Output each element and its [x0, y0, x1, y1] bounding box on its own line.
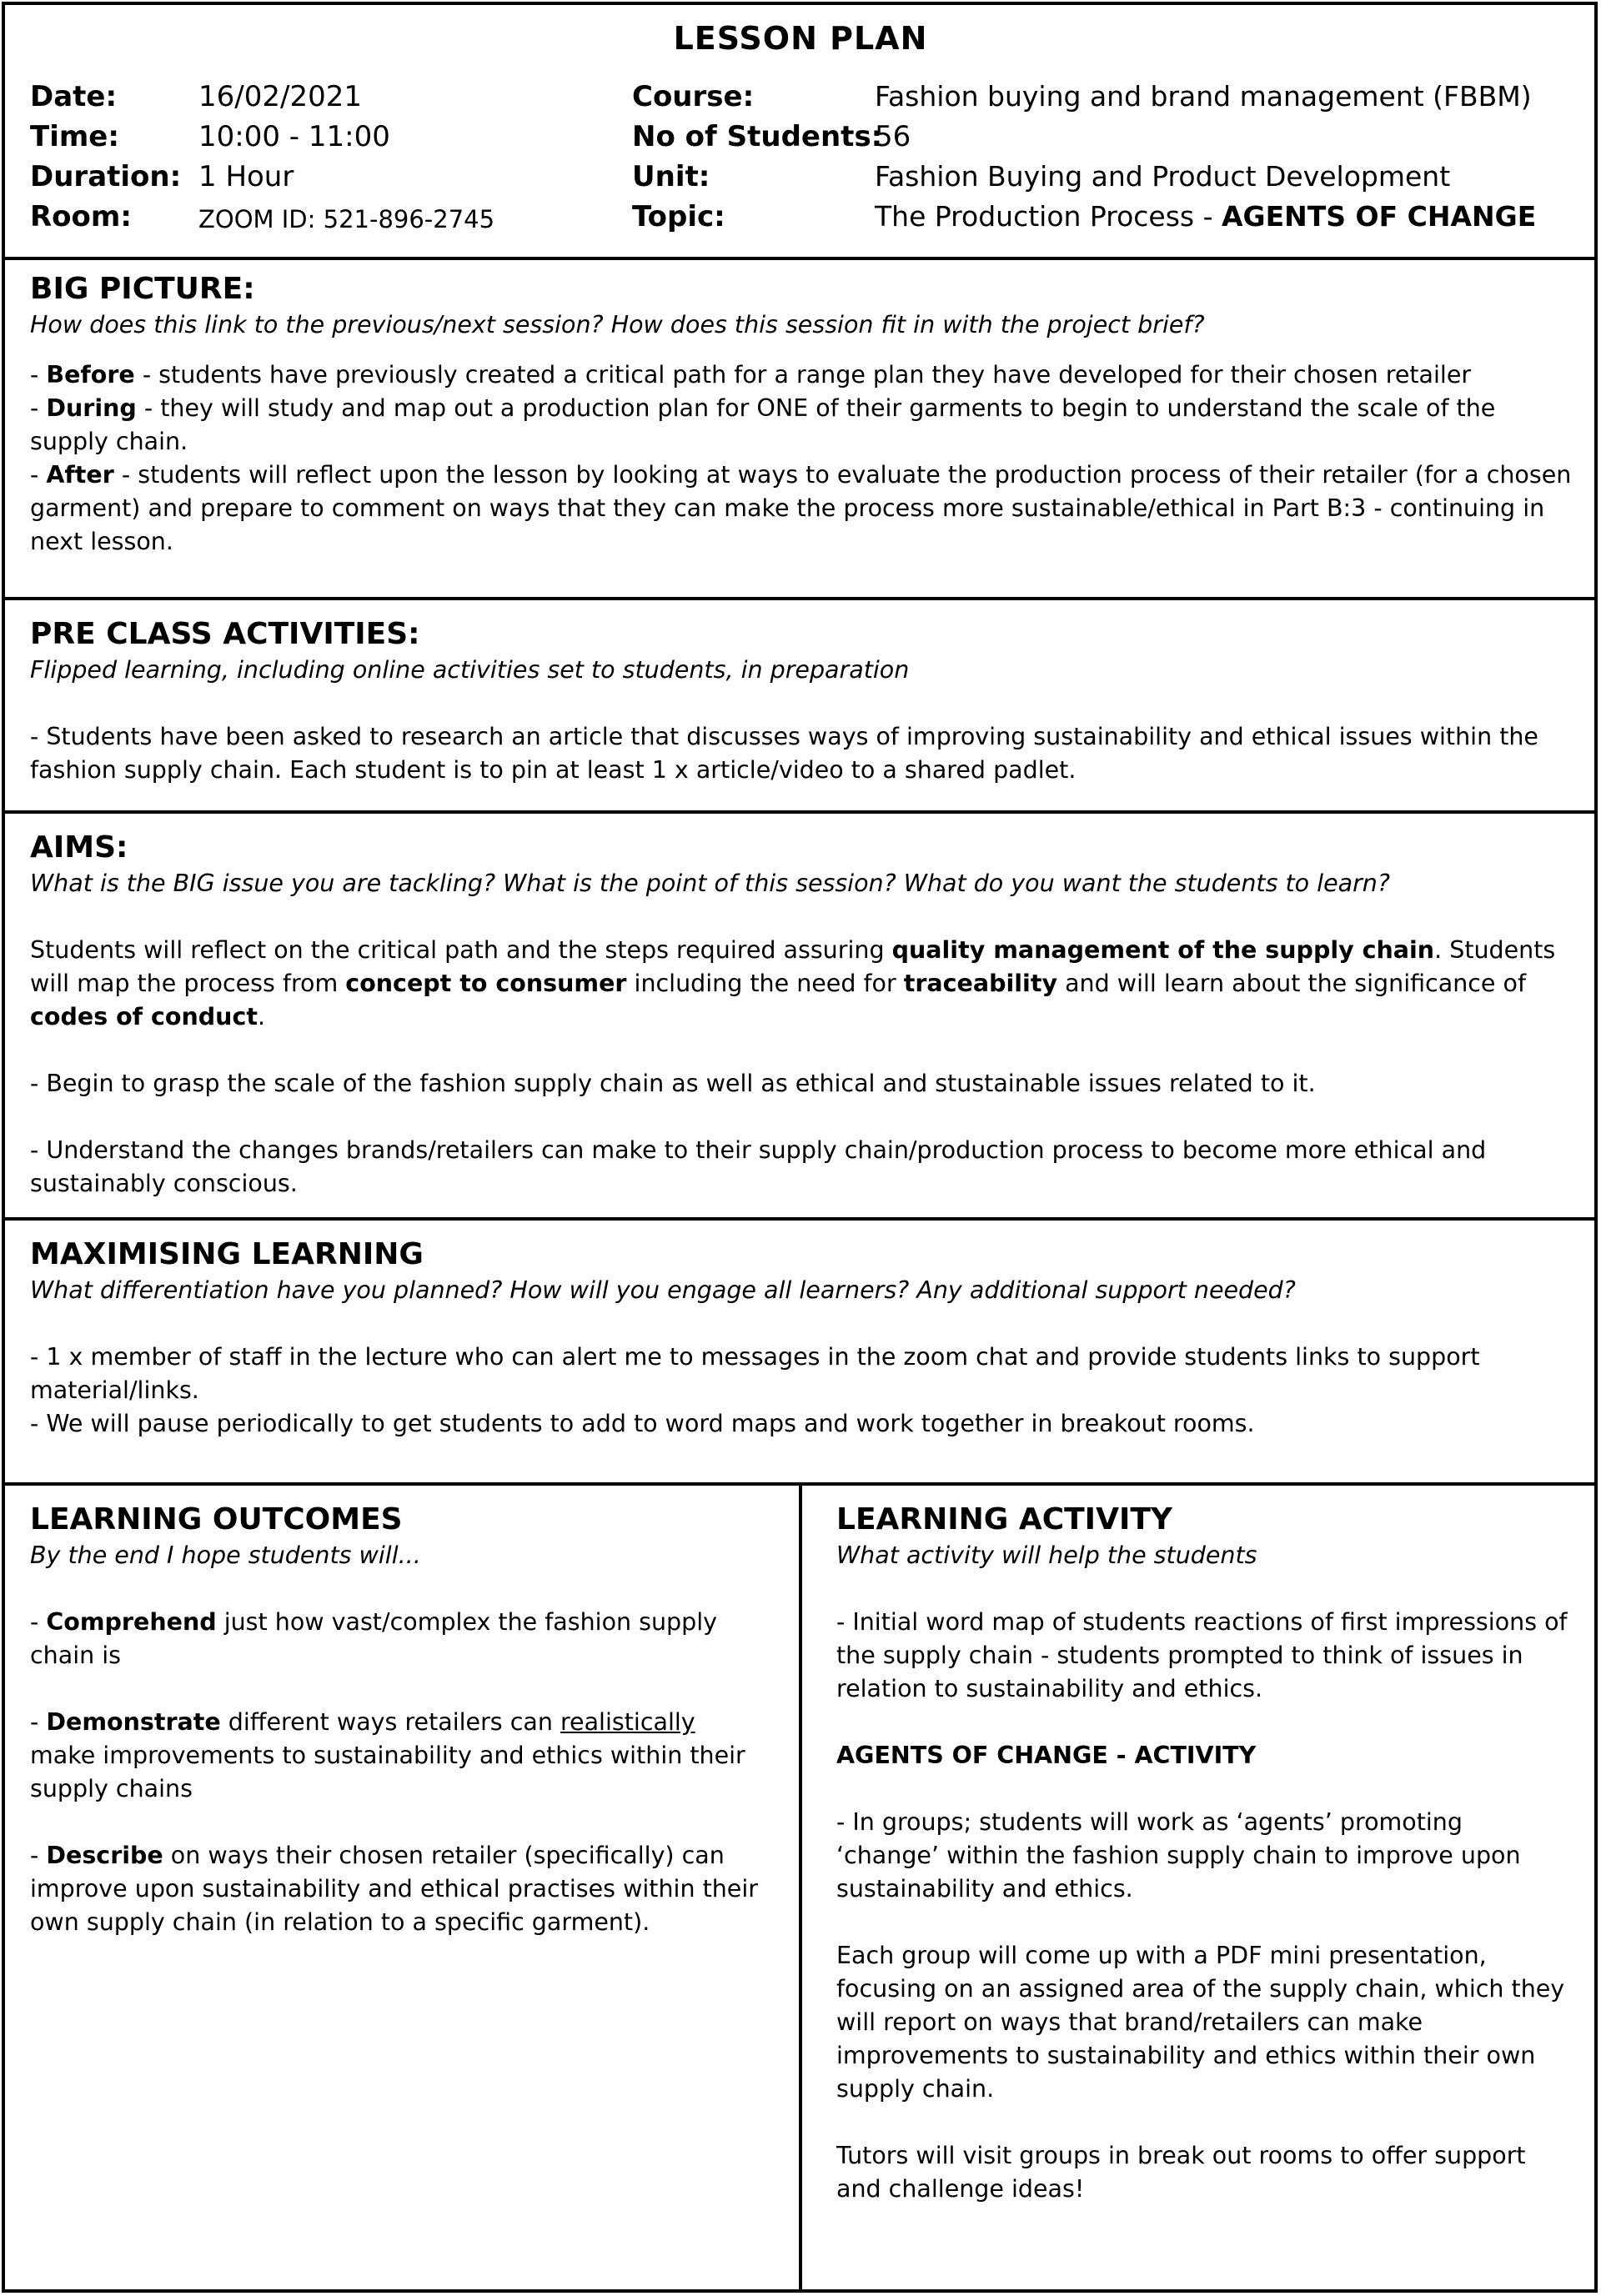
unit-value: Fashion Buying and Product Development: [875, 160, 1451, 193]
topic-value: [875, 200, 1536, 233]
aims-text: Students will reflect on the critical path and the steps required assuring: [30, 936, 892, 964]
divider-pre-class: [2, 810, 1598, 814]
room-label: Room:: [30, 200, 132, 233]
after-prefix: -: [30, 461, 47, 489]
students-label: No of Students:: [632, 120, 883, 153]
during-item: [30, 392, 1573, 459]
aims-text: .: [257, 1003, 266, 1030]
activity-section: [836, 1501, 1570, 2206]
date-label: Date:: [30, 80, 118, 113]
outcome-text: make improvements to sustainability and ethics within their supply chains: [30, 1742, 745, 1802]
before-item: [30, 358, 1573, 392]
maximising-section: [30, 1236, 1573, 1441]
activity-paragraph: - Initial word map of students reactions of first impressions of the supply chain - students prompted to think of issues in relation to sustainability and ethics.: [836, 1608, 1568, 1702]
aims-subtitle: What is the BIG issue you are tackling? What is the point of this session? What do you want the students to learn?: [30, 870, 1390, 897]
aims-paragraph: [30, 934, 1573, 1034]
aims-text: . Students will map the process from: [30, 936, 1556, 997]
time-label: Time:: [30, 120, 119, 153]
topic-bold-text: AGENTS OF CHANGE: [1222, 200, 1537, 233]
aims-title: AIMS:: [30, 830, 128, 865]
outcome-text: just how vast/complex the fashion supply chain is: [30, 1608, 718, 1669]
pre-class-text: - Students have been asked to research an article that discusses ways of improving sustainability and ethical issues within the fashion supply chain. Each student is to pin at least 1 x article/video to a shared padlet.: [30, 723, 1538, 784]
outcome-prefix: -: [30, 1842, 47, 1869]
maximising-subtitle: What differentiation have you planned? How will you engage all learners? Any additional support needed?: [30, 1276, 1296, 1304]
aims-text: and will learn about the significance of: [1057, 970, 1526, 997]
outcome-verb: Demonstrate: [46, 1708, 221, 1736]
pre-class-subtitle: Flipped learning, including online activities set to students, in preparation: [30, 656, 910, 684]
time-value: 10:00 - 11:00: [198, 120, 390, 153]
outcome-underlined-text: realistically: [560, 1708, 695, 1736]
date-value: 16/02/2021: [198, 80, 362, 113]
course-value: Fashion buying and brand management (FBBM): [875, 80, 1532, 113]
page-title: LESSON PLAN: [673, 20, 928, 57]
outcome-item: [30, 1839, 764, 1939]
divider-columns: [799, 1482, 802, 2293]
aims-text: including the need for: [626, 970, 904, 997]
during-text: - they will study and map out a production plan for ONE of their garments to begin to understand the scale of the supply chain.: [30, 394, 1496, 455]
duration-label: Duration:: [30, 160, 182, 193]
divider-header: [2, 257, 1598, 260]
activity-paragraph: - In groups; students will work as ‘agents’ promoting ‘change’ within the fashion supply chain to improve upon sustainability and ethics.: [836, 1808, 1521, 1902]
pre-class-section: [30, 615, 1573, 787]
big-picture-section: [30, 270, 1573, 559]
outcomes-subtitle: By the end I hope students will...: [30, 1542, 421, 1569]
pre-class-title: PRE CLASS ACTIVITIES:: [30, 617, 420, 651]
unit-label: Unit:: [632, 160, 710, 193]
activity-paragraph: Each group will come up with a PDF mini presentation, focusing on an assigned area of the supply chain, which they will report on ways that brand/retailers can make improvements to sustainability and ethics within their own supply chain.: [836, 1942, 1565, 2103]
activity-title: LEARNING ACTIVITY: [836, 1502, 1172, 1537]
outcome-text: different ways retailers can: [220, 1708, 560, 1736]
aims-bold-text: traceability: [903, 970, 1058, 997]
duration-value: 1 Hour: [198, 160, 294, 193]
outcomes-section: [30, 1501, 764, 1939]
outcomes-title: LEARNING OUTCOMES: [30, 1502, 403, 1537]
before-text: - students have previously created a critical path for a range plan they have developed for their chosen retailer: [134, 361, 1472, 389]
aims-point: - Understand the changes brands/retailers can make to their supply chain/production process to become more ethical and sustainably conscious.: [30, 1136, 1487, 1197]
divider-aims: [2, 1217, 1598, 1221]
aims-bold-text: concept to consumer: [345, 970, 627, 997]
students-value: 56: [875, 120, 911, 153]
activity-subtitle: What activity will help the students: [836, 1542, 1257, 1569]
activity-heading: AGENTS OF CHANGE - ACTIVITY: [836, 1742, 1257, 1769]
topic-label: Topic:: [632, 200, 725, 233]
activity-paragraph: Tutors will visit groups in break out rooms to offer support and challenge ideas!: [836, 2142, 1526, 2203]
outcome-prefix: -: [30, 1608, 47, 1636]
course-label: Course:: [632, 80, 755, 113]
after-text: - students will reflect upon the lesson by looking at ways to evaluate the production process of their retailer (for a chosen garment) and prepare to comment on ways that they can make the process more sustainable/ethical in Part B:3 - continuing in next lesson.: [30, 461, 1572, 555]
divider-big-picture: [2, 597, 1598, 600]
outcome-prefix: -: [30, 1708, 47, 1736]
outcome-text: on ways their chosen retailer (specifically) can improve upon sustainability and ethical practises within their own supply chain (in relation to a specific garment).: [30, 1842, 758, 1936]
aims-bold-text: codes of conduct: [30, 1003, 258, 1030]
aims-point: - Begin to grasp the scale of the fashion supply chain as well as ethical and stustainable issues related to it.: [30, 1070, 1316, 1097]
outcome-verb: Describe: [46, 1842, 163, 1869]
maximising-point: - 1 x member of staff in the lecture who can alert me to messages in the zoom chat and provide students links to support material/links.: [30, 1343, 1480, 1404]
after-label: After: [46, 461, 114, 489]
room-value: ZOOM ID: 521-896-2745: [198, 205, 495, 233]
outcome-item: [30, 1606, 764, 1672]
outcome-verb: Comprehend: [46, 1608, 217, 1636]
before-prefix: -: [30, 361, 47, 389]
during-prefix: -: [30, 394, 47, 422]
before-label: Before: [46, 361, 135, 389]
maximising-point: - We will pause periodically to get students to add to word maps and work together in breakout rooms.: [30, 1410, 1255, 1437]
outcome-item: [30, 1706, 764, 1806]
maximising-title: MAXIMISING LEARNING: [30, 1237, 424, 1271]
during-label: During: [46, 394, 137, 422]
big-picture-title: BIG PICTURE:: [30, 272, 255, 306]
aims-section: [30, 829, 1573, 1201]
topic-text: The Production Process -: [875, 200, 1222, 233]
aims-bold-text: quality management of the supply chain: [891, 936, 1435, 964]
big-picture-subtitle: How does this link to the previous/next session? How does this session fit in with the project brief?: [30, 311, 1205, 338]
after-item: [30, 459, 1573, 559]
